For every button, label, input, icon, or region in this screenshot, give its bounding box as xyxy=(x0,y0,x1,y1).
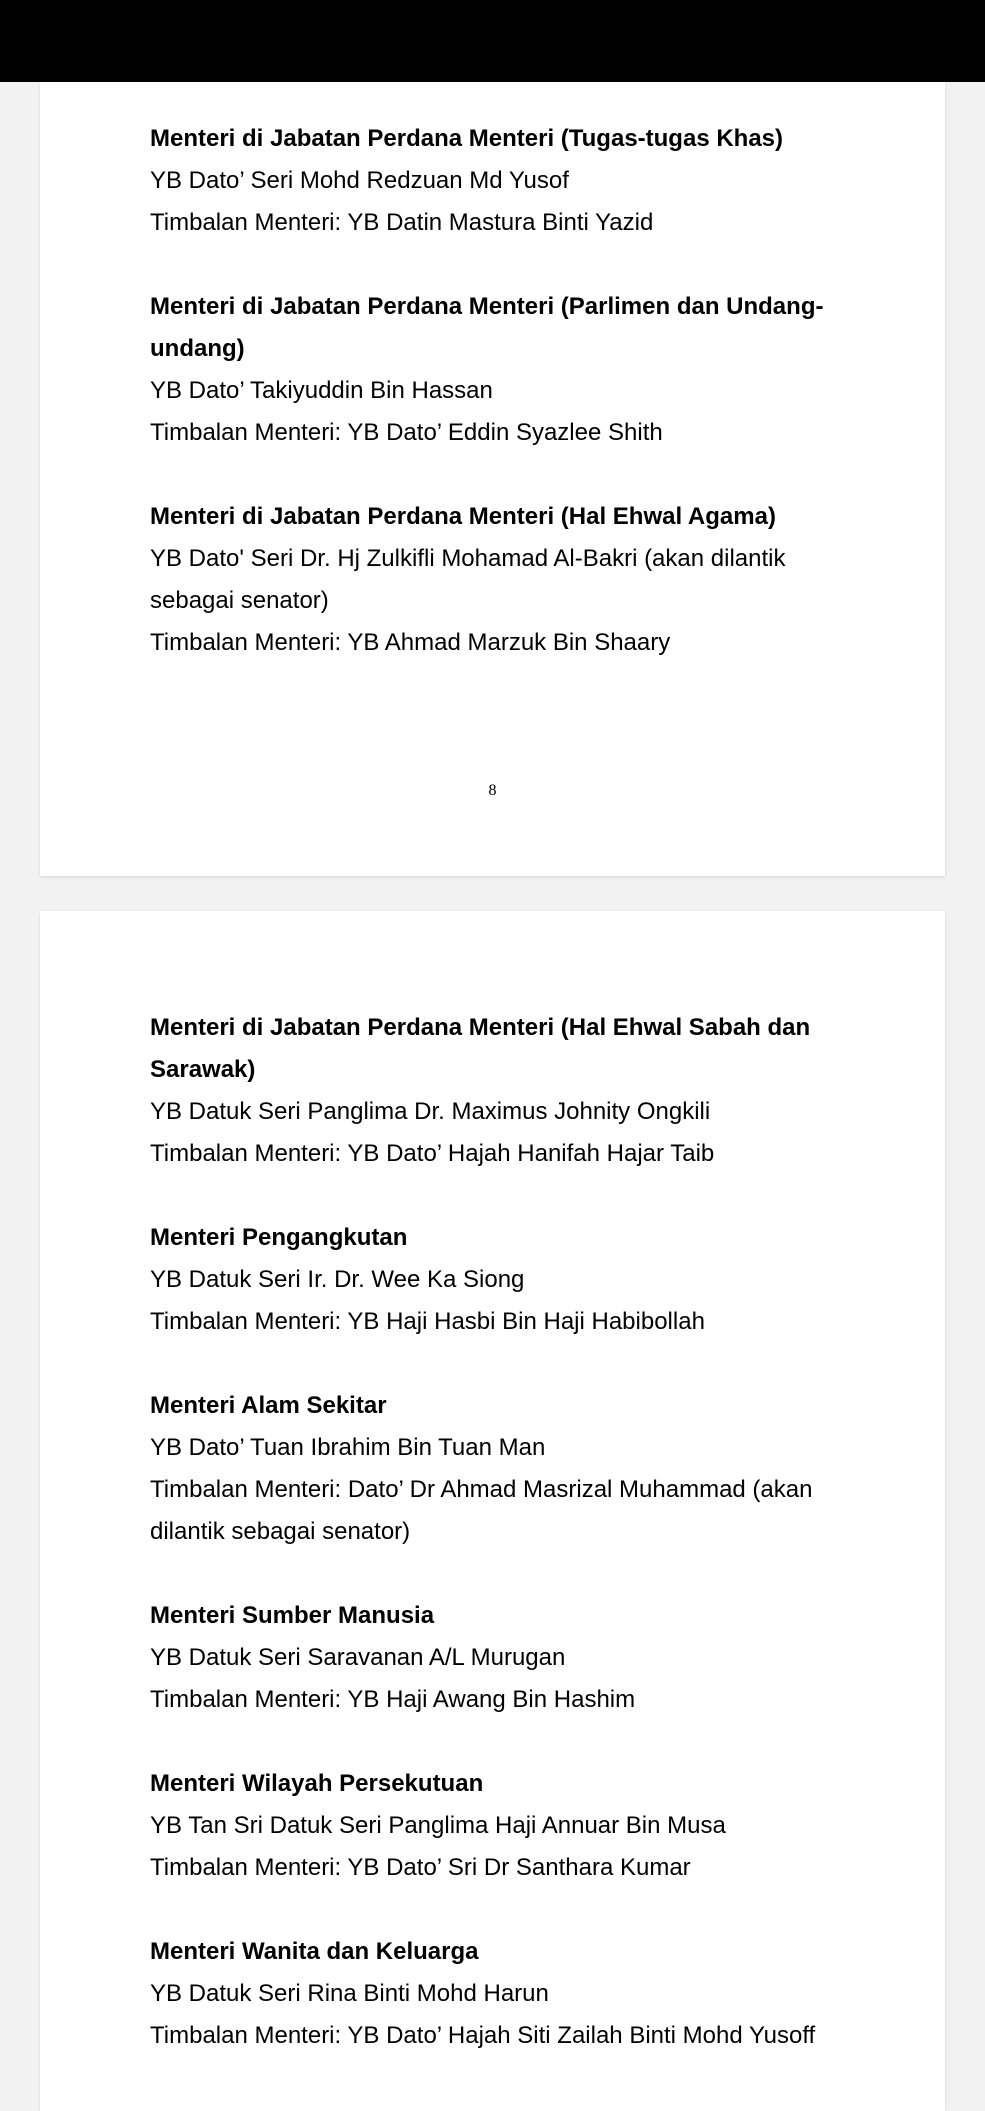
section-heading: Sarawak) xyxy=(150,1056,256,1083)
deputy-minister: Timbalan Menteri: YB Dato’ Eddin Syazlee Shith xyxy=(150,419,663,446)
minister-name: YB Tan Sri Datuk Seri Panglima Haji Annuar Bin Musa xyxy=(150,1812,726,1839)
section-heading: Menteri di Jabatan Perdana Menteri (Hal Ehwal Sabah dan xyxy=(150,1014,811,1041)
minister-name: YB Dato’ Tuan Ibrahim Bin Tuan Man xyxy=(150,1434,546,1461)
minister-name: YB Dato’ Takiyuddin Bin Hassan xyxy=(150,377,493,404)
minister-name: YB Datuk Seri Saravanan A/L Murugan xyxy=(150,1644,566,1671)
section-heading: Menteri Wilayah Persekutuan xyxy=(150,1770,484,1797)
section-heading: Menteri di Jabatan Perdana Menteri (Parlimen dan Undang- xyxy=(150,293,824,320)
section-heading: undang) xyxy=(150,335,245,362)
deputy-minister: Timbalan Menteri: YB Ahmad Marzuk Bin Shaary xyxy=(150,629,671,656)
document-page-8 xyxy=(40,82,945,876)
minister-name: YB Datuk Seri Ir. Dr. Wee Ka Siong xyxy=(150,1266,525,1293)
minister-name: YB Dato’ Seri Mohd Redzuan Md Yusof xyxy=(150,167,569,194)
section-heading: Menteri di Jabatan Perdana Menteri (Hal Ehwal Agama) xyxy=(150,503,776,530)
deputy-minister: Timbalan Menteri: YB Dato’ Hajah Siti Zailah Binti Mohd Yusoff xyxy=(150,2022,816,2049)
deputy-minister: Timbalan Menteri: Dato’ Dr Ahmad Masrizal Muhammad (akan xyxy=(150,1476,813,1503)
deputy-minister: Timbalan Menteri: YB Dato’ Hajah Hanifah Hajar Taib xyxy=(150,1140,715,1167)
deputy-minister: Timbalan Menteri: YB Haji Awang Bin Hashim xyxy=(150,1686,636,1713)
deputy-minister: Timbalan Menteri: YB Datin Mastura Binti Yazid xyxy=(150,209,654,236)
minister-name: YB Datuk Seri Rina Binti Mohd Harun xyxy=(150,1980,549,2007)
minister-name: YB Datuk Seri Panglima Dr. Maximus Johnity Ongkili xyxy=(150,1098,711,1125)
deputy-minister: dilantik sebagai senator) xyxy=(150,1518,411,1545)
deputy-minister: Timbalan Menteri: YB Dato’ Sri Dr Santhara Kumar xyxy=(150,1854,691,1881)
deputy-minister: Timbalan Menteri: YB Haji Hasbi Bin Haji Habibollah xyxy=(150,1308,705,1335)
document-page-9 xyxy=(40,911,945,2111)
top-black-bar xyxy=(0,0,985,82)
section-heading: Menteri Wanita dan Keluarga xyxy=(150,1938,479,1965)
page-number: 8 xyxy=(488,782,497,799)
section-heading: Menteri Alam Sekitar xyxy=(150,1392,387,1419)
section-heading: Menteri Pengangkutan xyxy=(150,1224,408,1251)
section-heading: Menteri di Jabatan Perdana Menteri (Tugas-tugas Khas) xyxy=(150,125,784,152)
section-heading: Menteri Sumber Manusia xyxy=(150,1602,435,1629)
minister-name: YB Dato' Seri Dr. Hj Zulkifli Mohamad Al-Bakri (akan dilantik xyxy=(150,545,786,572)
minister-name: sebagai senator) xyxy=(150,587,329,614)
